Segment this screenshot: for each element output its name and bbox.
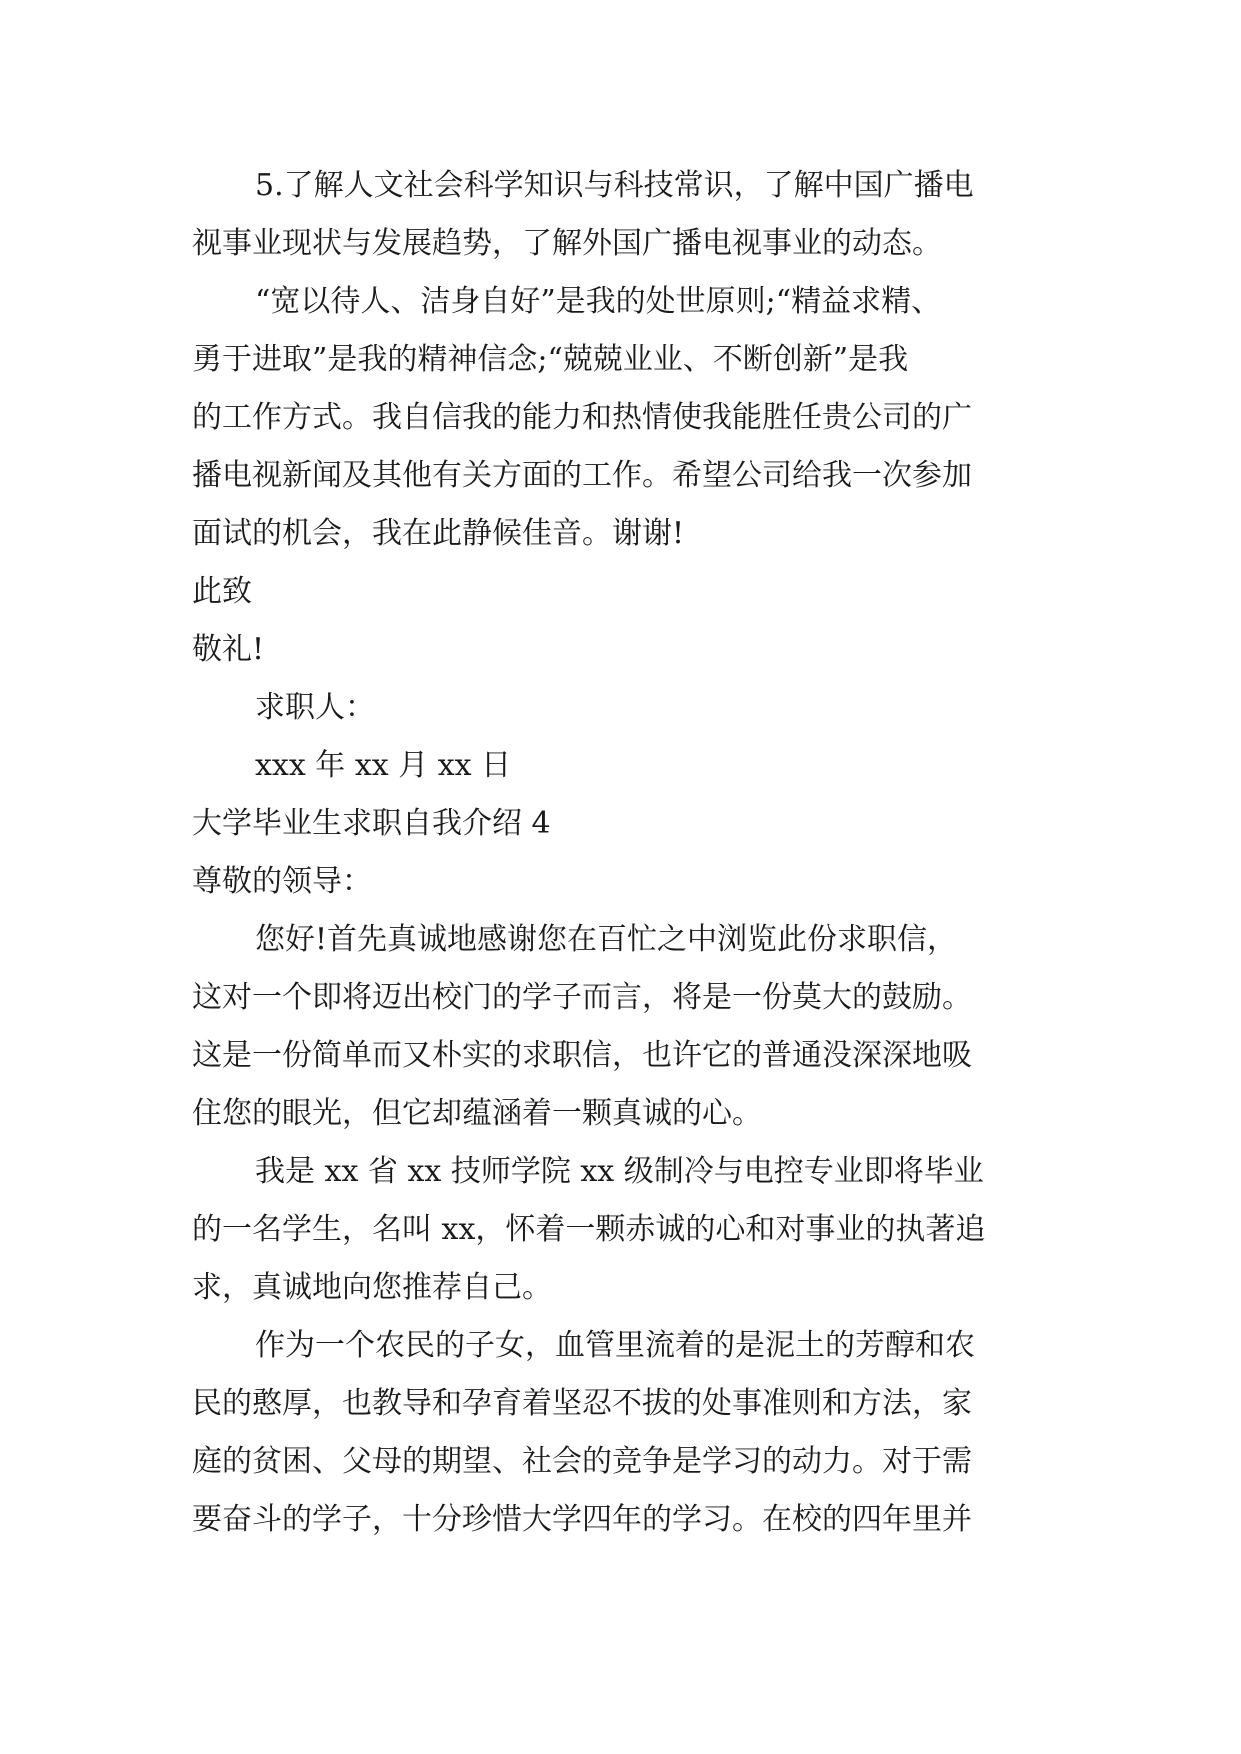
- paragraph-line: 这对一个即将迈出校门的学子而言，将是一份莫大的鼓励。: [192, 980, 972, 1015]
- paragraph-line: “宽以待人、洁身自好”是我的处世原则;“精益求精、: [255, 284, 942, 319]
- signature-date: xxx 年 xx 月 xx 日: [255, 748, 512, 783]
- section-title: 大学毕业生求职自我介绍 4: [192, 806, 551, 841]
- paragraph-line: 要奋斗的学子，十分珍惜大学四年的学习。在校的四年里并: [192, 1502, 972, 1537]
- paragraph-line: 求，真诚地向您推荐自己。: [192, 1270, 552, 1305]
- paragraph-line: 的一名学生，名叫 xx，怀着一颗赤诚的心和对事业的执著追: [192, 1212, 986, 1247]
- paragraph-line: 作为一个农民的子女，血管里流着的是泥土的芳醇和农: [255, 1328, 975, 1363]
- paragraph-line: 的工作方式。我自信我的能力和热情使我能胜任贵公司的广: [192, 400, 972, 435]
- paragraph-line: 这是一份简单而又朴实的求职信，也许它的普通没深深地吸: [192, 1038, 972, 1073]
- paragraph-line: 住您的眼光，但它却蕴涵着一颗真诚的心。: [192, 1096, 762, 1131]
- signature-label: 求职人：: [255, 690, 375, 725]
- paragraph-line: 民的憨厚，也教导和孕育着坚忍不拔的处事准则和方法，家: [192, 1386, 972, 1421]
- paragraph-line: 视事业现状与发展趋势，了解外国广播电视事业的动态。: [192, 226, 942, 261]
- greeting: 尊敬的领导：: [192, 864, 372, 899]
- paragraph-line: 5.了解人文社会科学知识与科技常识，了解中国广播电: [255, 168, 974, 203]
- paragraph-line: 庭的贫困、父母的期望、社会的竞争是学习的动力。对于需: [192, 1444, 972, 1479]
- closing-salutation: 此致: [192, 574, 252, 609]
- paragraph-line: 您好!首先真诚地感谢您在百忙之中浏览此份求职信，: [255, 922, 958, 957]
- closing-regards: 敬礼!: [192, 632, 265, 667]
- paragraph-line: 我是 xx 省 xx 技师学院 xx 级制冷与电控专业即将毕业: [255, 1154, 984, 1189]
- paragraph-line: 播电视新闻及其他有关方面的工作。希望公司给我一次参加: [192, 458, 972, 493]
- paragraph-line: 勇于进取”是我的精神信念;“兢兢业业、不断创新”是我: [192, 342, 909, 377]
- paragraph-line: 面试的机会，我在此静候佳音。谢谢!: [192, 516, 685, 551]
